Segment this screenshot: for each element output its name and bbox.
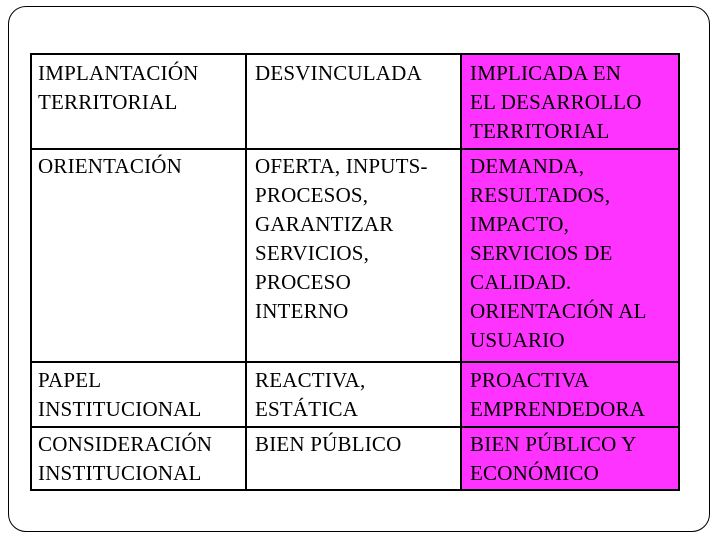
row-divider — [30, 148, 680, 150]
row-label-papel: PAPEL INSTITUCIONAL — [38, 368, 202, 421]
cell-new-consideracion: BIEN PÚBLICO Y ECONÓMICO — [470, 432, 637, 485]
cell-new-implantacion: IMPLICADA EN EL DESARROLLO TERRITORIAL — [470, 61, 642, 143]
row-label-consideracion: CONSIDERACIÓN INSTITUCIONAL — [38, 432, 213, 485]
row-label-implantacion: IMPLANTACIÓN TERRITORIAL — [38, 61, 199, 114]
cell-new-orientacion: DEMANDA, RESULTADOS, IMPACTO, SERVICIOS DE CALIDAD. ORIENTACIÓN AL USUARIO — [470, 154, 647, 352]
cell-traditional-consideracion: BIEN PÚBLICO — [255, 432, 402, 456]
cell-new-papel: PROACTIVA EMPRENDEDORA — [470, 368, 646, 421]
row-divider — [30, 361, 680, 363]
row-label-orientacion: ORIENTACIÓN — [38, 154, 183, 178]
cell-traditional-orientacion: OFERTA, INPUTS- PROCESOS, GARANTIZAR SERVICIOS, PROCESO INTERNO — [255, 154, 428, 323]
cell-traditional-implantacion: DESVINCULADA — [255, 61, 422, 85]
cell-traditional-papel: REACTIVA, ESTÁTICA — [255, 368, 366, 421]
row-divider — [30, 426, 680, 428]
